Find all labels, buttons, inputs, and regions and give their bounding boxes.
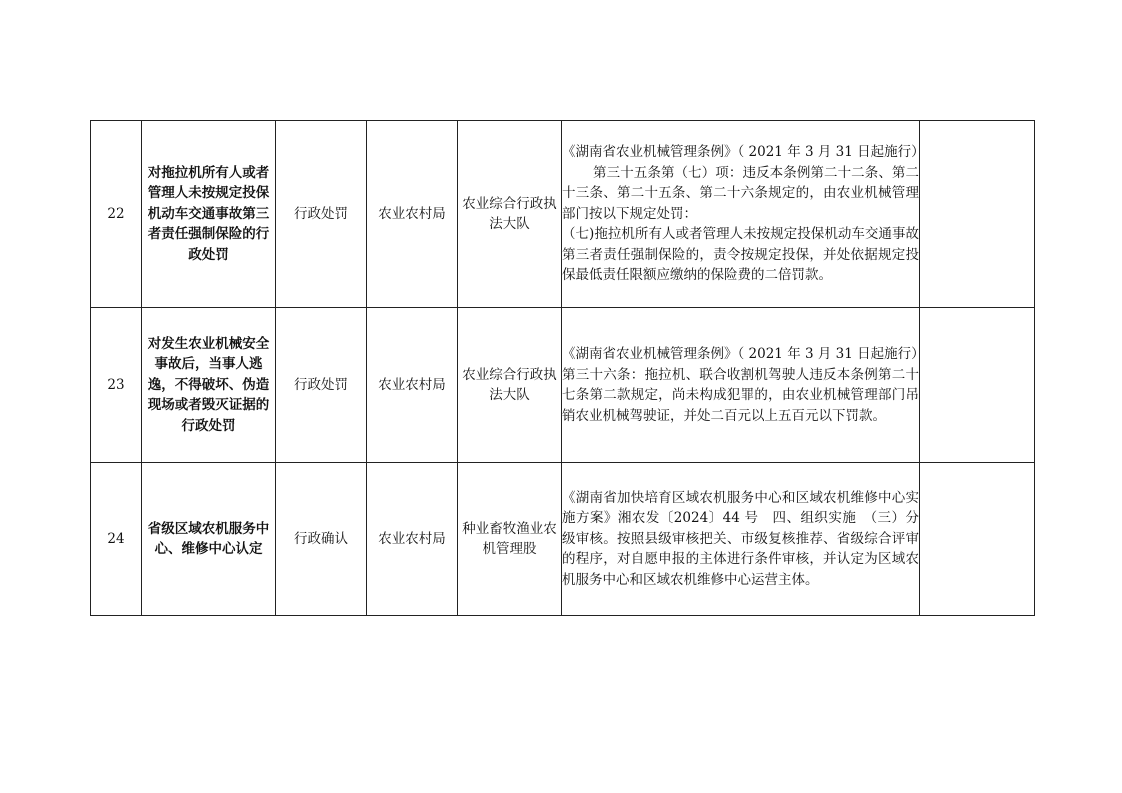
table-row xyxy=(91,121,1035,308)
basis-paragraph: 第三十五条第（七）项：违反本条例第二十二条、第二十三条、第二十五条、第二十六条规定的，由农业机械管理部门按以下规定处罚： xyxy=(562,164,919,222)
item-number: 22 xyxy=(91,121,142,308)
item-name: 省级区域农机服务中心、维修中心认定 xyxy=(142,463,276,616)
item-note xyxy=(920,121,1035,308)
item-department: 农业农村局 xyxy=(367,121,458,308)
table-row xyxy=(91,463,1035,616)
item-name: 对发生农业机械安全事故后，当事人逃逸，不得破坏、伪造现场或者毁灭证据的行政处罚 xyxy=(142,308,276,463)
basis-paragraph: （七)拖拉机所有人或者管理人未按规定投保机动车交通事故第三者责任强制保险的，责令按规定投保，并处依据规定投保最低责任限额应缴纳的保险费的二倍罚款。 xyxy=(562,226,919,284)
basis-paragraph: 第三十六条：拖拉机、联合收割机驾驶人违反本条例第二十七条第二款规定，尚未构成犯罪的，由农业机械管理部门吊销农业机械驾驶证，并处二百元以上五百元以下罚款。 xyxy=(562,366,919,424)
basis-paragraph: 《湖南省加快培育区域农机服务中心和区域农机维修中心实施方案》湘农发〔2024〕44 号 四、组织实施 （三）分级审核。按照县级审核把关、市级复核推荐、省级综合评审的程序，对自愿申报的主体进行条件审核，并认定为区域农机服务中心和区域农机维修中心运营主体。 xyxy=(562,489,919,588)
basis-paragraph: 《湖南省农业机械管理条例》（ 2021 年 3 月 31 日起施行） xyxy=(562,144,925,161)
item-number: 24 xyxy=(91,463,142,616)
item-department: 农业农村局 xyxy=(367,463,458,616)
basis-paragraph: 《湖南省农业机械管理条例》（ 2021 年 3 月 31 日起施行） xyxy=(562,346,925,362)
item-legal-basis xyxy=(562,463,920,616)
item-type: 行政处罚 xyxy=(276,121,367,308)
item-type: 行政处罚 xyxy=(276,308,367,463)
item-unit: 种业畜牧渔业农机管理股 xyxy=(458,463,562,616)
item-number: 23 xyxy=(91,308,142,463)
enforcement-items-table xyxy=(90,120,1035,616)
item-legal-basis xyxy=(562,121,925,308)
item-note xyxy=(920,463,1035,616)
item-type: 行政确认 xyxy=(276,463,367,616)
item-department: 农业农村局 xyxy=(367,308,458,463)
table-row xyxy=(91,308,1035,463)
item-legal-basis xyxy=(562,308,925,463)
item-note xyxy=(920,308,1035,463)
item-unit: 农业综合行政执法大队 xyxy=(458,121,562,308)
item-name: 对拖拉机所有人或者管理人未按规定投保机动车交通事故第三者责任强制保险的行政处罚 xyxy=(142,121,276,308)
item-unit: 农业综合行政执法大队 xyxy=(458,308,562,463)
